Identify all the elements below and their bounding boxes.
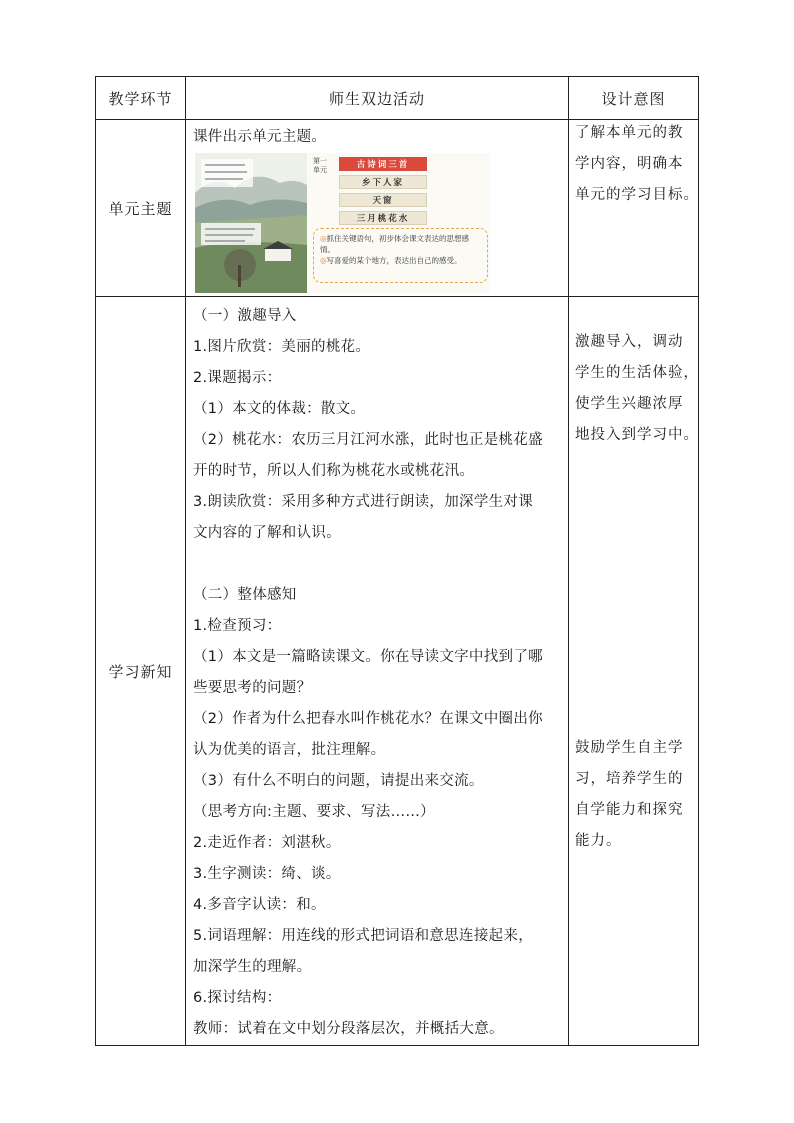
column-divider bbox=[568, 77, 569, 1045]
section-learn-new: 学习新知 bbox=[108, 662, 173, 681]
chip-lesson: 乡下人家 bbox=[339, 175, 427, 189]
activity-line: （2）作者为什么把春水叫作桃花水？在课文中圈出你 bbox=[193, 711, 543, 727]
unit-goal: 写喜爱的某个地方，表达出自己的感受。 bbox=[326, 256, 462, 265]
activity-line: （3）有什么不明白的问题，请提出来交流。 bbox=[193, 773, 484, 789]
row-divider bbox=[96, 296, 698, 297]
activity-line: 2.走近作者：刘湛秋。 bbox=[193, 835, 341, 851]
activity-line: 加深学生的理解。 bbox=[193, 959, 312, 975]
learn-intent-1 bbox=[575, 327, 699, 451]
activity-line: 文内容的了解和认识。 bbox=[193, 525, 341, 541]
activity-line: 4.多音字认读：和。 bbox=[193, 897, 326, 913]
activity-line: 5.词语理解：用连线的形式把词语和意思连接起来， bbox=[193, 928, 534, 944]
header-intent: 设计意图 bbox=[601, 89, 666, 108]
unit-goal: 抓住关键语句，初步体会课文表达的思想感情。 bbox=[320, 234, 470, 254]
activity-line: （一）激趣导入 bbox=[193, 308, 297, 324]
activity-line: 认为优美的语言，批注理解。 bbox=[193, 742, 386, 758]
section-unit-theme: 单元主题 bbox=[108, 199, 173, 218]
activity-line: （1）本文的体裁：散文。 bbox=[193, 401, 366, 417]
landscape-illustration bbox=[195, 153, 307, 293]
activity-line: （2）桃花水：农历三月江河水涨，此时也正是桃花盛 bbox=[193, 432, 543, 448]
unit-activity-text: 课件出示单元主题。 bbox=[193, 129, 327, 145]
intent-line: 了解本单元的教 bbox=[575, 125, 684, 141]
activity-line: 1.图片欣赏：美丽的桃花。 bbox=[193, 339, 371, 355]
activity-line: 6.探讨结构： bbox=[193, 990, 282, 1006]
bullet-icon: ◎ bbox=[320, 256, 327, 265]
activity-line: （思考方向:主题、要求、写法……） bbox=[193, 804, 435, 820]
intent-line: 使学生兴趣浓厚 bbox=[575, 396, 684, 412]
activity-line: 1.检查预习： bbox=[193, 618, 282, 634]
header-activity: 师生双边活动 bbox=[328, 89, 425, 108]
unit-goals-box bbox=[313, 228, 488, 283]
intent-line: 激趣导入，调动 bbox=[575, 334, 684, 350]
activity-line: 3.生字测读：绮、谈。 bbox=[193, 866, 341, 882]
unit-label: 第一单元 bbox=[313, 157, 327, 174]
unit-intent bbox=[575, 118, 699, 211]
chip-lesson: 三月桃花水 bbox=[339, 211, 427, 225]
header-section: 教学环节 bbox=[108, 89, 173, 108]
column-divider bbox=[185, 77, 186, 1045]
activity-line: 2.课题揭示： bbox=[193, 370, 282, 386]
intent-line: 单元的学习目标。 bbox=[575, 187, 699, 203]
activity-line: （二）整体感知 bbox=[193, 587, 297, 603]
intent-line: 地投入到学习中。 bbox=[575, 427, 699, 443]
bullet-icon: ◎ bbox=[320, 234, 327, 243]
intent-line: 习，培养学生的 bbox=[575, 771, 684, 787]
intent-line: 学内容，明确本 bbox=[575, 156, 684, 172]
chip-lesson: 古诗词三首 bbox=[339, 157, 427, 171]
activity-line: 开的时节，所以人们称为桃花水或桃花汛。 bbox=[193, 463, 475, 479]
intent-line: 鼓励学生自主学 bbox=[575, 740, 684, 756]
activity-line: （1）本文是一篇略读课文。你在导读文字中找到了哪 bbox=[193, 649, 543, 665]
activity-line: 些要思考的问题？ bbox=[193, 680, 312, 696]
intent-line: 能力。 bbox=[575, 833, 622, 849]
activity-line: 3.朗读欣赏：采用多种方式进行朗读，加深学生对课 bbox=[193, 494, 534, 510]
intent-line: 学生的生活体验， bbox=[575, 365, 699, 381]
chip-lesson: 天窗 bbox=[339, 193, 427, 207]
learn-intent-2 bbox=[575, 733, 699, 857]
intent-line: 自学能力和探究 bbox=[575, 802, 684, 818]
activity-line: 教师：试着在文中划分段落层次，并概括大意。 bbox=[193, 1021, 504, 1037]
unit-theme-image bbox=[195, 153, 490, 293]
